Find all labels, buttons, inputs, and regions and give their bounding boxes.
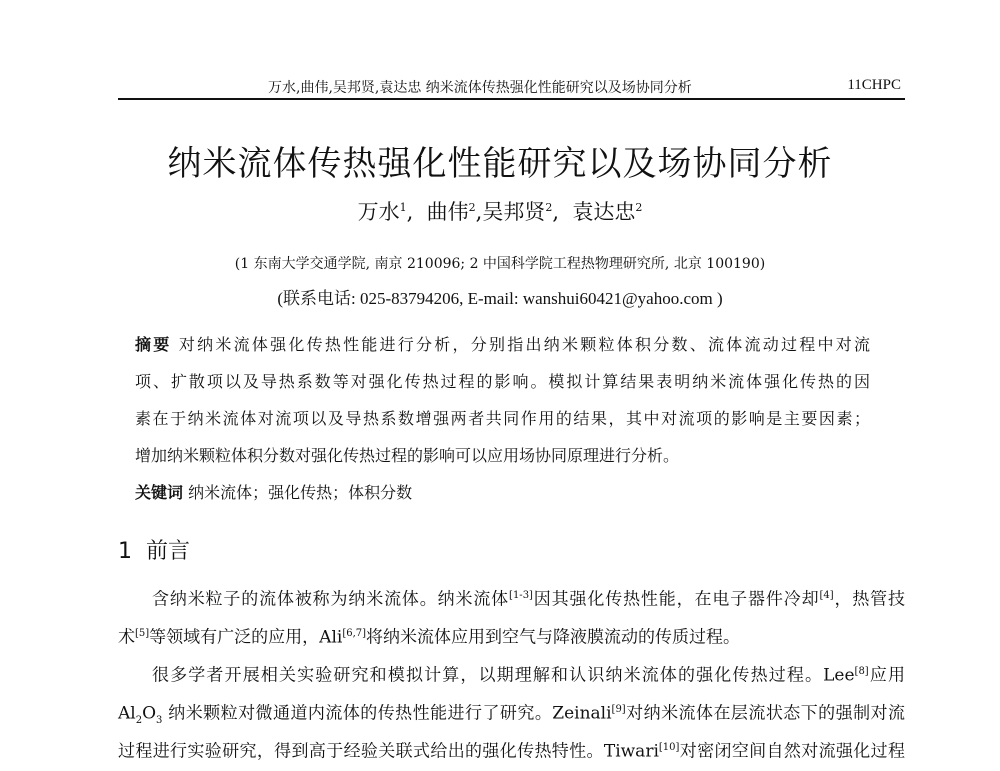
running-header <box>118 74 905 100</box>
abstract-label: 摘要 <box>135 335 172 354</box>
abstract-line: 增加纳米颗粒体积分数对强化传热过程的影响可以应用场协同原理进行分析。 <box>135 446 680 465</box>
citation: [9] <box>611 704 626 715</box>
section-title: 前言 <box>146 539 191 564</box>
keywords-label: 关键词 <box>135 483 184 502</box>
abstract-text: 对纳米流体强化传热性能进行分析，分别指出纳米颗粒体积分数、流体流动过程中对流 <box>178 335 870 354</box>
text: 对密闭空间自然对流强化过程 <box>679 741 905 762</box>
body-line <box>118 733 905 771</box>
abstract-line: 项、扩散项以及导热系数等对强化传热过程的影响。模拟计算结果表明纳米流体强化传热的因 <box>135 372 870 391</box>
section-number: 1 <box>118 539 132 564</box>
subscript: 2 <box>135 715 143 727</box>
affiliations: (1 东南大学交通学院, 南京 210096; 2 中国科学院工程热物理研究所, 北京 100190) <box>234 256 766 272</box>
author-list: 万水$^1$, 曲伟$^2$,吴邦贤$^2$, 袁达忠$^2$ <box>357 200 643 224</box>
body-line <box>118 657 905 695</box>
citation: [1-3] <box>509 590 533 601</box>
body-line <box>118 695 905 733</box>
text: 术 <box>118 627 135 648</box>
section-heading <box>118 534 190 565</box>
citation: [8] <box>854 666 869 677</box>
author-affiliation-mark: 2 <box>635 201 643 214</box>
author: 万水 <box>357 200 400 224</box>
citation: [6,7] <box>342 628 367 639</box>
author-affiliation-mark: 2 <box>545 201 553 214</box>
author: 曲伟 <box>426 200 469 224</box>
citation: [10] <box>658 742 680 753</box>
contact-info: (联系电话: 025-83794206, E-mail: wanshui60421@yahoo.com ) <box>277 289 723 308</box>
text: 含纳米粒子的流体被称为纳米流体。纳米流体 <box>152 589 510 610</box>
text: 等领域有广泛的应用，Ali <box>149 627 343 648</box>
subscript: 3 <box>156 715 163 727</box>
running-header-right: 11CHPC <box>847 77 901 93</box>
body-line <box>118 619 905 657</box>
text: 因其强化传热性能，在电子器件冷却 <box>532 589 820 610</box>
text: 过程进行实验研究，得到高于经验关联式给出的强化传热特性。Tiwari <box>118 741 659 762</box>
abstract-line: 素在于纳米流体对流项以及导热系数增强两者共同作用的结果，其中对流项的影响是主要因素； <box>135 409 870 428</box>
text: 很多学者开展相关实验研究和模拟计算，以期理解和认识纳米流体的强化传热过程。Lee <box>152 665 855 686</box>
body-line <box>118 581 905 619</box>
abstract-line <box>135 331 870 368</box>
keywords-text: 纳米流体；强化传热；体积分数 <box>188 483 413 502</box>
running-header-left: 万水,曲伟,吴邦贤,袁达忠 纳米流体传热强化性能研究以及场协同分析 <box>268 80 692 96</box>
formula: Al <box>118 703 136 724</box>
text: 对纳米流体在层流状态下的强制对流 <box>625 703 906 724</box>
author: 吴邦贤 <box>482 200 546 224</box>
formula: O <box>142 703 157 724</box>
citation: [4] <box>819 590 834 601</box>
author: 袁达忠 <box>572 200 636 224</box>
citation: [5] <box>135 628 150 639</box>
keywords <box>135 479 870 516</box>
abstract <box>135 331 870 516</box>
text: ，热管技 <box>833 589 906 610</box>
paper-title: 纳米流体传热强化性能研究以及场协同分析 <box>167 144 833 184</box>
text: 应用 <box>868 665 905 686</box>
author-affiliation-mark: 1 <box>399 201 407 214</box>
author-affiliation-mark: 2 <box>468 201 476 214</box>
body-text <box>118 581 905 771</box>
text: 将纳米流体应用到空气与降液膜流动的传质过程。 <box>366 627 741 648</box>
text: 纳米颗粒对微通道内流体的传热性能进行了研究。Zeinali <box>162 703 612 724</box>
